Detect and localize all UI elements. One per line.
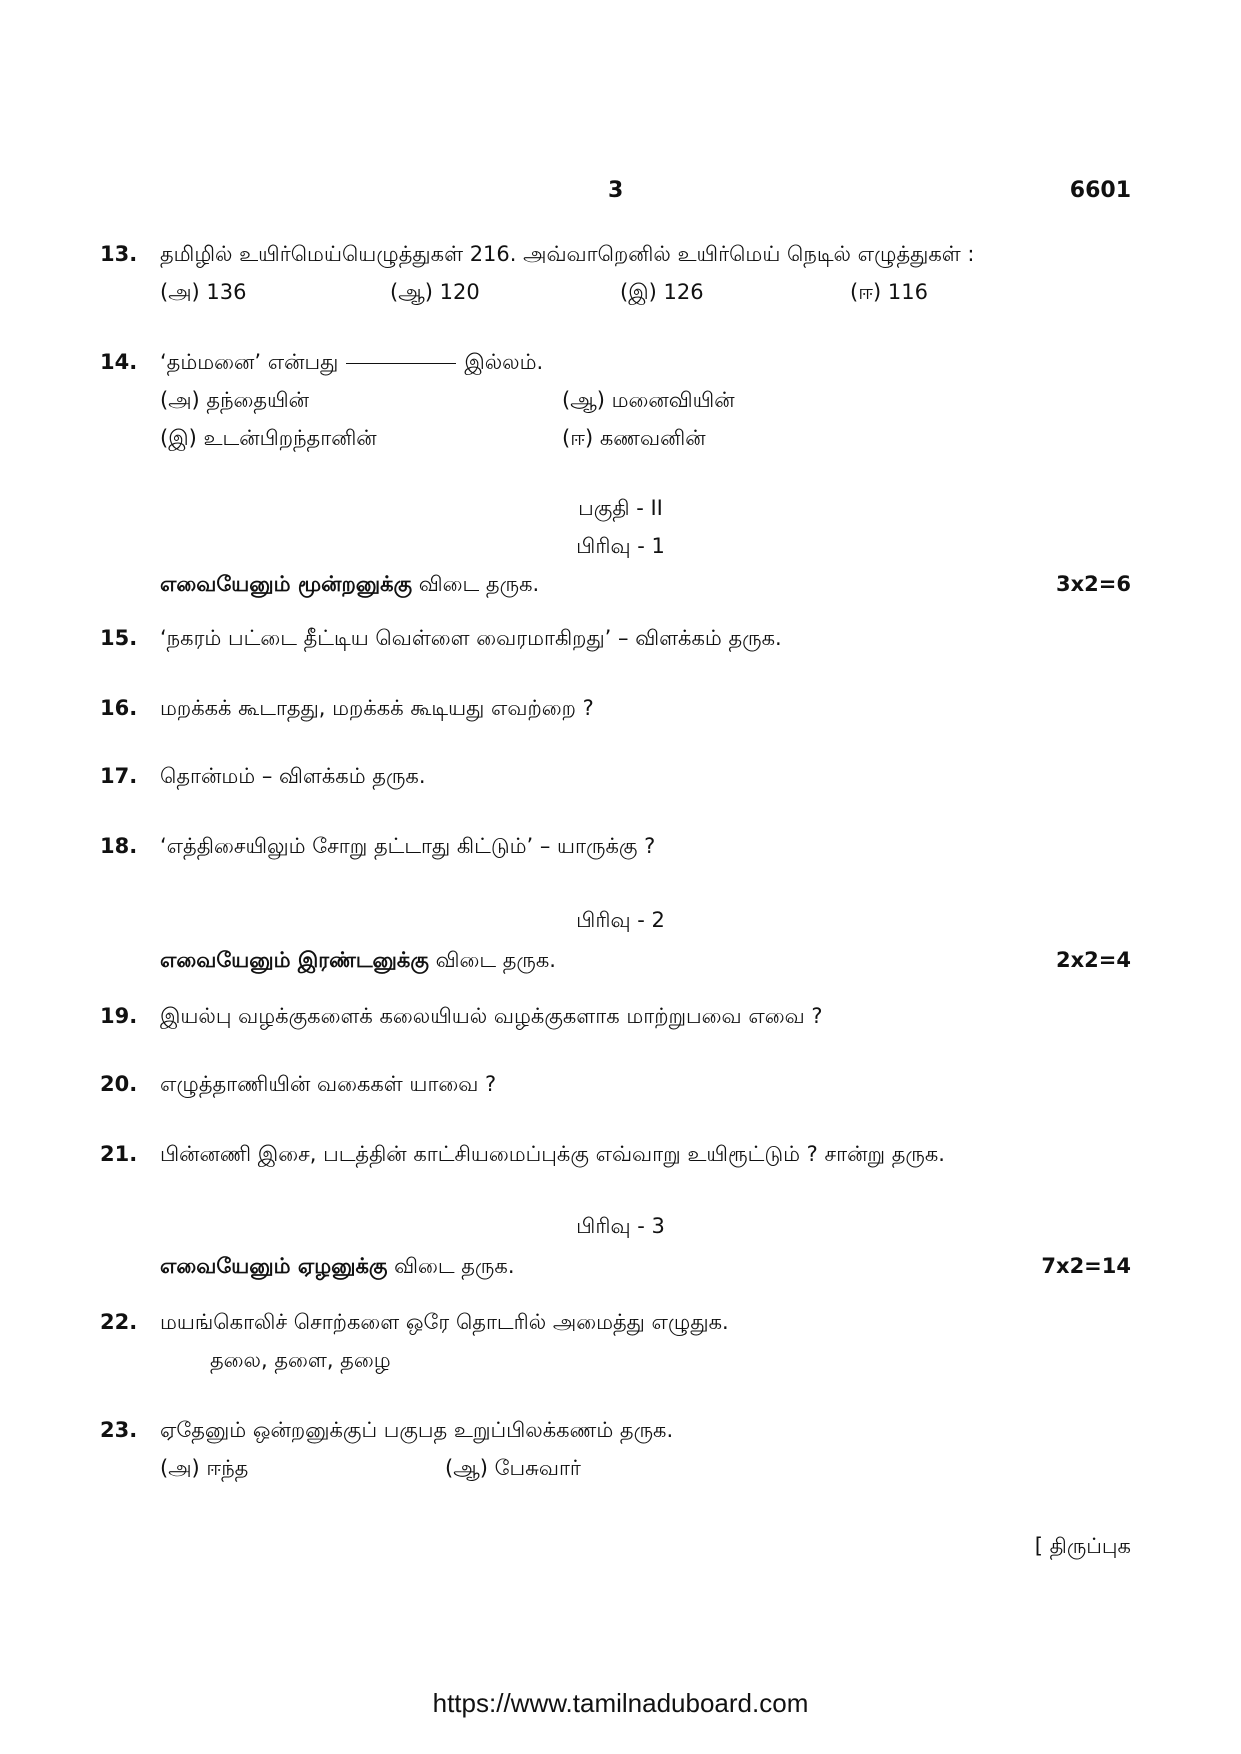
instruction-emphasis: எவையேனும் ஏழனுக்கு: [160, 1254, 388, 1278]
option-b: (ஆ) மனைவியின்: [562, 388, 735, 412]
question-text: மயங்கொலிச் சொற்களை ஒரே தொடரில் அமைத்து எழுதுக.: [160, 1310, 729, 1334]
paper-code: 6601: [1069, 178, 1131, 203]
question-number: 18.: [100, 834, 138, 858]
question-text: எழுத்தாணியின் வகைகள் யாவை ?: [160, 1072, 497, 1096]
question-number: 15.: [100, 626, 138, 650]
section-3-title: பிரிவு - 3: [576, 1214, 665, 1238]
option-a: (அ) 136: [160, 280, 247, 304]
option-c: (இ) 126: [620, 280, 704, 304]
question-text: ஏதேனும் ஒன்றனுக்குப் பகுபத உறுப்பிலக்கணம் தருக.: [160, 1418, 674, 1442]
turn-over-note: [ திருப்புக: [1034, 1534, 1131, 1558]
question-text: தொன்மம் – விளக்கம் தருக.: [160, 764, 426, 788]
section-3-instruction: [160, 1254, 515, 1281]
page-number: 3: [608, 178, 624, 203]
question-text: ‘எத்திசையிலும் சோறு தட்டாது கிட்டும்’ – யாருக்கு ?: [160, 834, 656, 858]
option-b: (ஆ) 120: [390, 280, 480, 304]
question-text: [160, 350, 543, 377]
question-number: 19.: [100, 1004, 138, 1028]
instruction-text: விடை தருக.: [412, 572, 540, 596]
section-1-instruction: [160, 572, 539, 599]
instruction-text: விடை தருக.: [387, 1254, 515, 1278]
instruction-emphasis: எவையேனும் இரண்டனுக்கு: [160, 948, 429, 972]
option-b: (ஆ) பேசுவார்: [445, 1456, 581, 1480]
section-2-title: பிரிவு - 2: [576, 908, 665, 932]
question-text-before: ‘தம்மனை’ என்பது: [160, 350, 339, 374]
footer-url[interactable]: https://www.tamilnaduboard.com: [432, 1688, 809, 1718]
question-text: இயல்பு வழக்குகளைக் கலையியல் வழக்குகளாக மாற்றுபவை எவை ?: [160, 1004, 823, 1028]
question-text: மறக்கக் கூடாதது, மறக்கக் கூடியது எவற்றை ?: [160, 696, 594, 720]
question-text: பின்னணி இசை, படத்தின் காட்சியமைப்புக்கு எவ்வாறு உயிரூட்டும் ? சான்று தருக.: [160, 1142, 945, 1166]
question-number: 21.: [100, 1142, 138, 1166]
fill-in-blank: [346, 363, 456, 364]
option-d: (ஈ) 116: [850, 280, 928, 304]
section-1-marks: 3x2=6: [1056, 572, 1131, 596]
option-d: (ஈ) கணவனின்: [562, 426, 706, 450]
question-number: 20.: [100, 1072, 138, 1096]
option-c: (இ) உடன்பிறந்தானின்: [160, 426, 377, 450]
section-2-instruction: [160, 948, 556, 975]
question-number: 13.: [100, 242, 138, 266]
part-title: பகுதி - II: [578, 496, 663, 520]
option-a: (அ) தந்தையின்: [160, 388, 310, 412]
question-number: 16.: [100, 696, 138, 720]
section-2-marks: 2x2=4: [1056, 948, 1131, 972]
section-1-title: பிரிவு - 1: [576, 534, 665, 558]
question-number: 17.: [100, 764, 138, 788]
option-a: (அ) ஈந்த: [160, 1456, 249, 1480]
instruction-emphasis: எவையேனும் மூன்றனுக்கு: [160, 572, 413, 596]
word-list: தலை, தளை, தழை: [210, 1348, 391, 1372]
question-text: ‘நகரம் பட்டை தீட்டிய வெள்ளை வைரமாகிறது’ – விளக்கம் தருக.: [160, 626, 782, 650]
question-number: 23.: [100, 1418, 138, 1442]
instruction-text: விடை தருக.: [428, 948, 556, 972]
question-number: 22.: [100, 1310, 138, 1334]
question-text-after: இல்லம்.: [464, 350, 544, 374]
question-number: 14.: [100, 350, 138, 374]
question-text: தமிழில் உயிர்மெய்யெழுத்துகள் 216. அவ்வாறெனில் உயிர்மெய் நெடில் எழுத்துகள் :: [160, 242, 975, 266]
section-3-marks: 7x2=14: [1041, 1254, 1131, 1278]
